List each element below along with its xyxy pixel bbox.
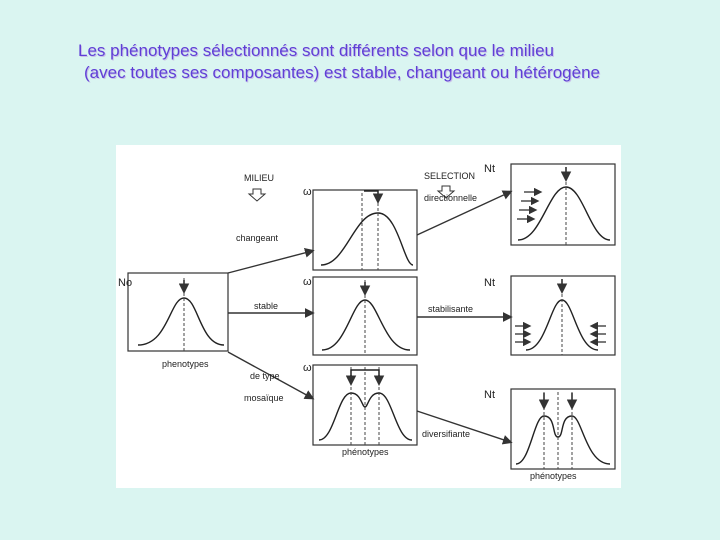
omega-label-mosaic: ω	[303, 362, 312, 374]
selection-label: SELECTION	[424, 171, 476, 181]
env-mosaic-label-1: de type	[250, 371, 280, 381]
slide-title	[0, 40, 720, 84]
slide-title-line-2: (avec toutes ses composantes) est stable, changeant ou hétérogène	[84, 63, 600, 82]
selection-diagram	[116, 145, 621, 488]
milieu-arrow-icon	[249, 189, 265, 201]
omega-label-changing: ω	[303, 186, 312, 198]
stable-curve	[322, 300, 410, 350]
directional-result-box	[511, 164, 615, 245]
diversifying-result-box	[511, 389, 615, 469]
selection-stabilizing-label: stabilisante	[428, 304, 474, 314]
selection-diversifying-label: diversifiante	[422, 429, 471, 439]
arrow-to-changing	[228, 251, 312, 273]
final-label-stabilizing: Nt	[484, 277, 495, 289]
initial-population-label: No	[118, 277, 133, 289]
env-changing-label: changeant	[236, 233, 279, 243]
middle-axis-label: phénotypes	[342, 447, 389, 457]
final-label-diversifying: Nt	[484, 389, 495, 401]
directional-curve	[518, 187, 610, 240]
env-stable-label: stable	[254, 301, 279, 311]
initial-population-box	[128, 273, 228, 351]
milieu-label: MILIEU	[244, 173, 275, 183]
selection-diagram-svg	[116, 145, 621, 488]
stabilizing-result-box	[511, 276, 615, 355]
selection-directional-label: directionnelle	[424, 193, 478, 203]
changing-curve	[321, 213, 413, 265]
initial-distribution-curve	[138, 298, 224, 345]
final-label-directional: Nt	[484, 163, 495, 175]
changing-pressure-arrow	[364, 191, 378, 201]
env-mosaic-label-2: mosaïque	[244, 393, 284, 403]
diversifying-curve	[516, 416, 610, 464]
slide-title-line-1: Les phénotypes sélectionnés sont différents selon que le milieu	[78, 41, 554, 60]
right-axis-label: phénotypes	[530, 471, 577, 481]
omega-label-stable: ω	[303, 276, 312, 288]
initial-axis-label: phenotypes	[162, 359, 209, 369]
changing-environment-box	[313, 190, 417, 270]
